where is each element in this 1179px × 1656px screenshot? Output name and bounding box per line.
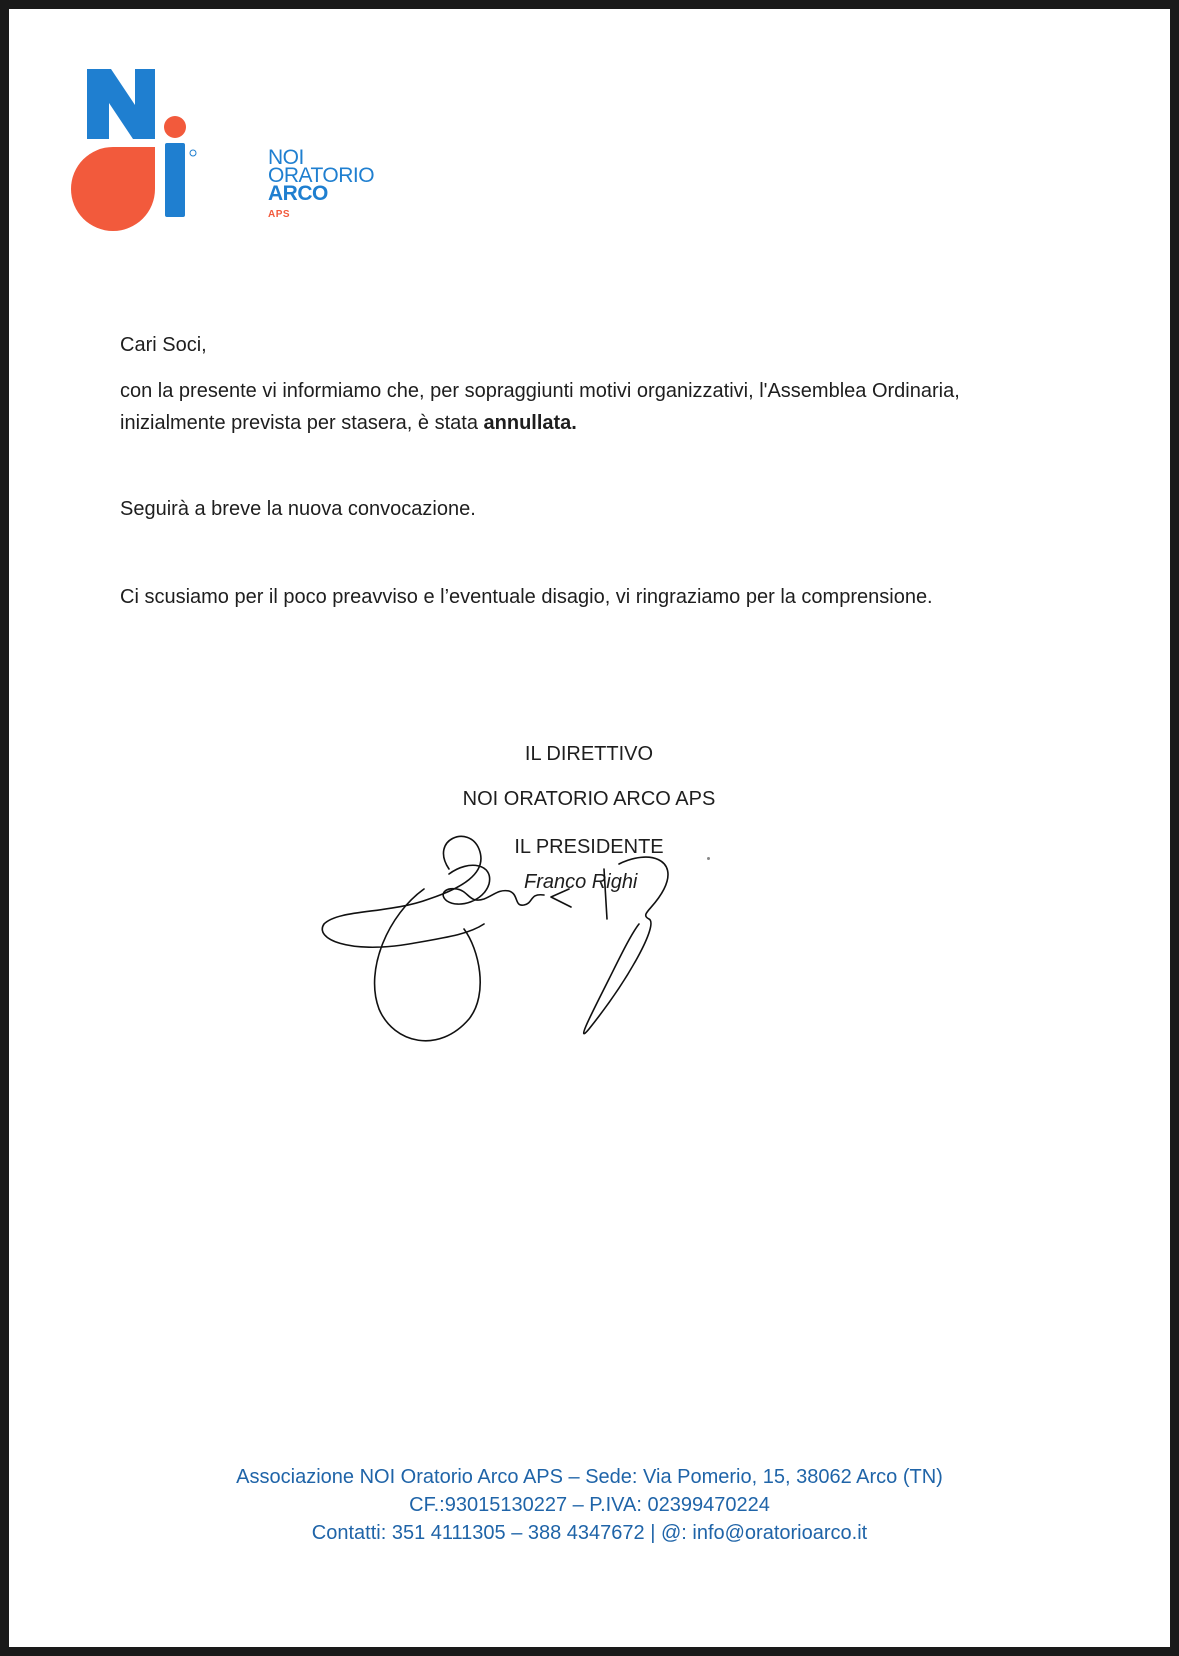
logo-line-noi: NOI — [268, 146, 304, 169]
paragraph-apology: Ci scusiamo per il poco preavviso e l’eventuale disagio, vi ringraziamo per la comprensione. — [120, 586, 933, 608]
logo-drop — [71, 147, 155, 231]
registered-mark-icon — [190, 150, 196, 156]
greeting: Cari Soci, — [120, 334, 207, 356]
signature-stroke-2 — [375, 889, 481, 1041]
footer — [9, 1463, 1170, 1547]
signature-stroke-5 — [604, 869, 607, 919]
letter-body — [120, 329, 1070, 613]
footer-address: Associazione NOI Oratorio Arco APS – Sede: Via Pomerio, 15, 38062 Arco (TN) — [236, 1466, 943, 1488]
footer-contacts: Contatti: 351 4111305 – 388 4347672 | @: info@oratorioarco.it — [311, 1522, 868, 1544]
cancelled-emphasis: annullata. — [483, 412, 577, 434]
logo-line-arco: ARCO — [268, 182, 328, 205]
logo-letter-n — [87, 69, 155, 139]
handwritten-signature — [319, 829, 699, 1079]
closing-president: IL PRESIDENTE — [514, 836, 664, 858]
letter-page — [9, 9, 1170, 1647]
closing-direttivo: IL DIRETTIVO — [524, 743, 654, 765]
scan-speck — [707, 857, 710, 860]
paragraph-new-convocation: Seguirà a breve la nuova convocazione. — [120, 498, 476, 520]
paragraph-cancellation — [120, 375, 1070, 439]
footer-tax-ids: CF.:93015130227 – P.IVA: 02399470224 — [409, 1494, 770, 1516]
logo-letter-i — [165, 143, 185, 217]
signer-name: Franco Righi — [524, 871, 638, 893]
paragraph-cancellation-text: con la presente vi informiamo che, per sopraggiunti motivi organizzativi, l'Assemblea Ordinaria, inizialmente prevista per stasera, è stata — [120, 380, 960, 434]
logo-dot — [164, 116, 186, 138]
logo-aps: APS — [268, 209, 291, 220]
noi-logo-mark-icon — [69, 59, 269, 239]
signature-stroke-3 — [443, 865, 544, 905]
signature-stroke-1 — [322, 836, 484, 947]
signature-stroke-6 — [584, 857, 668, 1034]
logo — [69, 59, 375, 239]
closing-association: NOI ORATORIO ARCO APS — [462, 788, 716, 810]
signature-stroke-4 — [551, 889, 571, 907]
logo-wordmark — [268, 146, 375, 224]
logo-line-oratorio: ORATORIO — [268, 164, 375, 187]
